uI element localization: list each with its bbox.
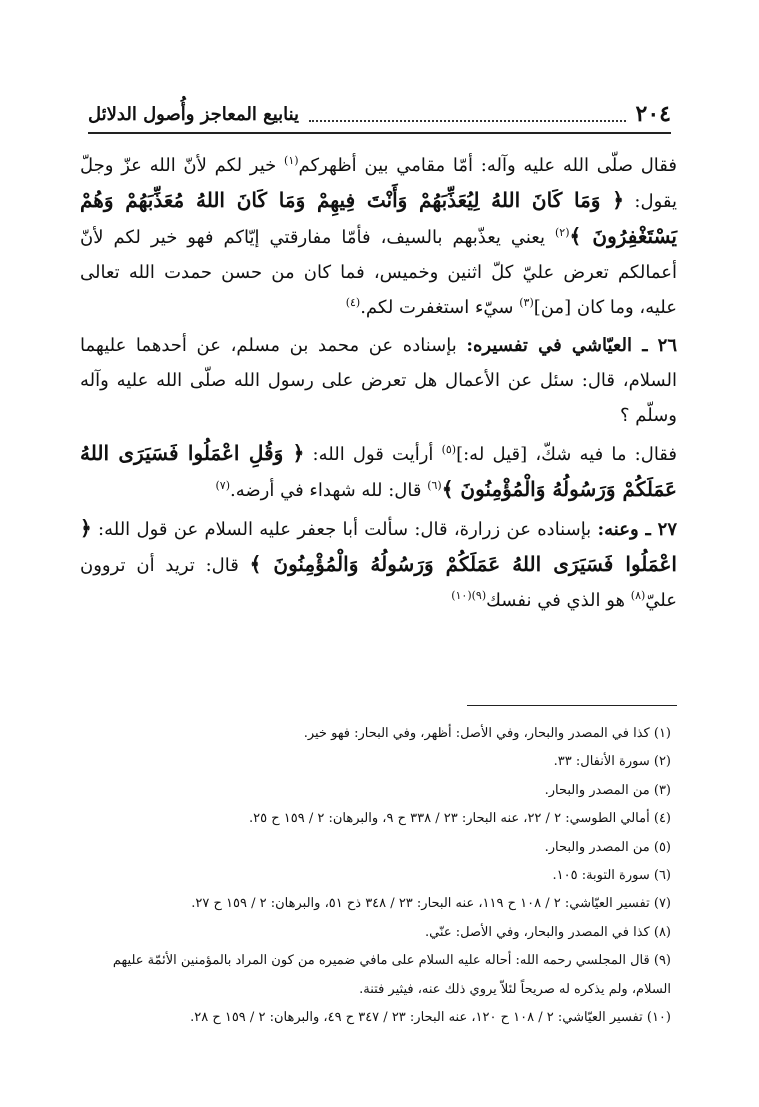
- hadith-number: ٢٦ ـ: [632, 335, 677, 356]
- footnote-ref: (٣): [519, 296, 534, 309]
- text-segment: يعني يعذّبهم بالسيف، فأمّا مفارقتي إيّاكم فهو خير لكم لأنّ أعمالكم تعرض عليّ كلّ اثنين وخميس، فما كان من حسن حمدت الله تعالى عليه، وما كان [من]: [80, 227, 677, 318]
- footnote: (٢) سورة الأنفال: ٣٣.: [553, 754, 671, 770]
- footnote-divider: [467, 705, 677, 706]
- source-title: وعنه:: [597, 519, 639, 540]
- paragraph-4: [80, 511, 677, 618]
- text-segment: بإسناده عن محمد بن مسلم، عن أحدهما عليهما السلام، قال: سئل عن الأعمال هل تعرض على رسول الله صلّى الله عليه وآله وسلّم ؟: [80, 335, 677, 426]
- text-segment: سيّء استغفرت لكم.: [360, 297, 520, 318]
- footnote: (١٠) تفسير العيّاشي: ٢ / ١٠٨ ح ١٢٠، عنه البحار: ٢٣ / ٣٤٧ ح ٤٩، والبرهان: ٢ / ١٥٩ ح ٢٨.: [190, 1010, 671, 1026]
- quran-verse: ﴿ وَقُلِ اعْمَلُوا فَسَيَرَى اللهُ عَمَلَكُمْ وَرَسُولُهُ وَالْمُؤْمِنُونَ ﴾: [80, 441, 677, 501]
- main-text: [80, 148, 677, 621]
- text-segment: أرأيت قول الله:: [304, 444, 442, 465]
- footnote-ref: (٢): [554, 226, 570, 239]
- text-segment: فقال صلّى الله عليه وآله: أمّا مقامي بين أظهركم: [298, 155, 677, 176]
- text-segment: خير لكم لأنّ الله عزّ وجلّ يقول:: [80, 155, 677, 212]
- footnote: (٤) أمالي الطوسي: ٢ / ٢٢، عنه البحار: ٢٣ / ٣٣٨ ح ٩، والبرهان: ٢ / ١٥٩ ح ٢٥.: [248, 811, 671, 827]
- source-title: العيّاشي في تفسيره:: [466, 335, 633, 356]
- footnote-ref: (١٠): [451, 589, 472, 602]
- running-header: [88, 96, 671, 134]
- footnote: (٥) من المصدر والبحار.: [544, 839, 671, 855]
- footnotes: [84, 720, 671, 1032]
- text-segment: قال: لله شهداء في أرضه.: [230, 480, 428, 501]
- paragraph-1: [80, 148, 677, 325]
- text-segment: بإسناده عن زرارة، قال: سألت أبا جعفر عليه السلام عن قول الله:: [91, 519, 598, 540]
- book-title: ينابيع المعاجز وأُصول الدلائل: [88, 103, 300, 125]
- footnote-ref: (٥): [441, 443, 457, 456]
- footnote-ref: (٩): [471, 589, 487, 602]
- paragraph-2: [80, 328, 677, 433]
- footnote-ref: (٦): [427, 479, 442, 492]
- quran-verse: ﴿ وَمَا كَانَ اللهُ لِيُعَذِّبَهُمْ وَأَنْتَ فِيهِمْ وَمَا كَانَ اللهُ مُعَذِّبَهُمْ وَهُمْ يَسْتَغْفِرُونَ ﴾: [80, 188, 678, 248]
- text-segment: فقال: ما فيه شكّ، [قيل له:]: [456, 444, 678, 465]
- quran-verse: ﴿ اعْمَلُوا فَسَيَرَى اللهُ عَمَلَكُمْ وَرَسُولُهُ وَالْمُؤْمِنُونَ ﴾: [80, 516, 677, 576]
- paragraph-3: [80, 436, 677, 508]
- footnote-ref: (٨): [630, 589, 646, 602]
- footnote: (٦) سورة التوبة: ١٠٥.: [552, 868, 671, 884]
- footnote-ref: (٤): [345, 296, 361, 309]
- footnote-ref: (٧): [215, 479, 231, 492]
- footnote: (٩) قال المجلسي رحمه الله: أحاله عليه السلام على مافي ضميره من كون المراد بالمؤمنين الأئمّة عليهم السلام، ولم يذكره له صريحاً لئلاّ يروي ذلك عنه، فيثير فتنة.: [112, 953, 671, 997]
- footnote-ref: (١): [284, 154, 299, 167]
- footnote: (١) كذا في المصدر والبحار، وفي الأصل: أظهر، وفي البحار: فهو خير.: [303, 726, 671, 741]
- page-number: ٢٠٤: [635, 101, 671, 127]
- text-segment: هو الذي في نفسك: [486, 590, 631, 611]
- footnote: (٧) تفسير العيّاشي: ٢ / ١٠٨ ح ١١٩، عنه البحار: ٢٣ / ٣٤٨ ذح ٥١، والبرهان: ٢ / ١٥٩ ح ٢٧.: [191, 896, 671, 912]
- footnote: (٣) من المصدر والبحار.: [544, 782, 671, 798]
- footnote: (٨) كذا في المصدر والبحار، وفي الأصل: عنّي.: [424, 924, 671, 940]
- text-segment: قال: تريد أن تروون عليّ: [80, 555, 677, 611]
- header-leader-dots: [309, 106, 625, 122]
- hadith-number: ٢٧ ـ: [638, 519, 677, 540]
